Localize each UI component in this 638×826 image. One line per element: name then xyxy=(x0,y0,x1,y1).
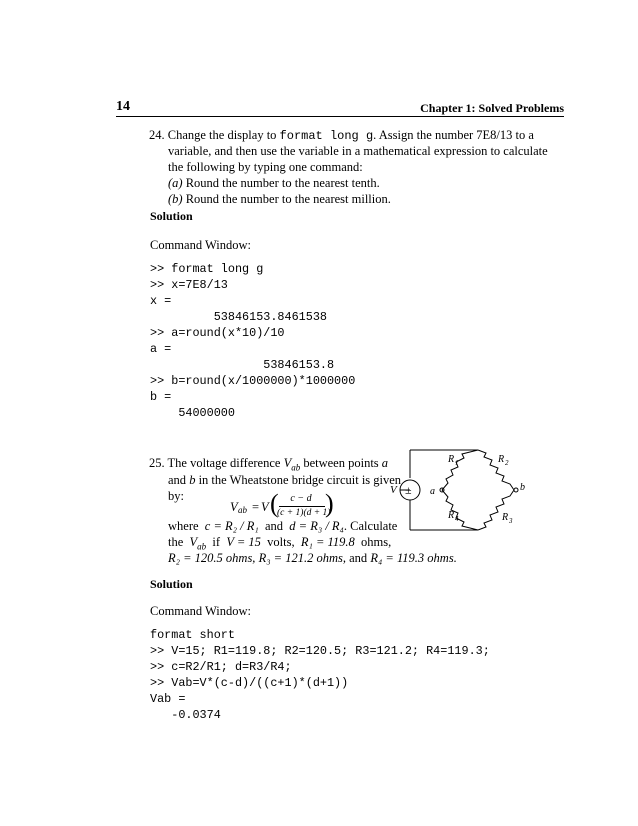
label-v: V xyxy=(390,484,397,496)
c-definition: c = R₂ / R₁ xyxy=(204,519,259,533)
problem-25-number: 25. xyxy=(149,456,165,470)
command-window-label: Command Window: xyxy=(150,238,252,252)
command-window-label-2: Command Window: xyxy=(150,604,252,618)
item-label: (b) xyxy=(168,192,183,206)
fraction-bar xyxy=(279,506,325,507)
problem-25-text: volts, xyxy=(267,535,295,549)
chapter-title: Chapter 1: Solved Problems xyxy=(420,101,564,115)
v-value: V = 15 xyxy=(226,535,261,549)
problem-24-text: Change the display to xyxy=(167,128,277,142)
solution-heading: Solution xyxy=(150,209,193,223)
label-r3: R xyxy=(502,512,509,523)
var-sub: ab xyxy=(197,541,207,552)
point-a: a xyxy=(381,456,389,470)
eq-numerator: c − d xyxy=(290,493,312,504)
problem-25-text: the xyxy=(168,535,184,549)
d-definition: d = R₃ / R₄ xyxy=(289,519,344,533)
problem-25-line-5 xyxy=(168,518,397,534)
page-number: 14 xyxy=(116,99,130,114)
problem-24-line-2: variable, and then use the variable in a mathematical expression to calculate xyxy=(168,144,548,158)
eq-lhs-sub: ab xyxy=(238,505,247,515)
var-v: V xyxy=(189,535,198,549)
label-r2: R xyxy=(498,454,505,465)
label-r4-sub: 4 xyxy=(455,515,459,523)
wheatstone-bridge-diagram xyxy=(390,440,540,540)
problem-24-line-3: the following by typing one command: xyxy=(168,160,363,174)
problem-25-text: ohms, xyxy=(360,535,392,549)
eq-v: V xyxy=(261,500,269,514)
eq-denominator: (c + 1)(d + 1) xyxy=(277,508,331,518)
inline-code: format long g xyxy=(279,129,374,143)
problem-25-text: if xyxy=(212,535,221,549)
item-text: Round the number to the nearest million. xyxy=(185,192,391,206)
label-b: b xyxy=(520,482,525,493)
code-block-2: format short >> V=15; R1=119.8; R2=120.5; R3=121.2; R4=119.3; >> c=R2/R1; d=R3/R4; >> Vab=V*(c-d)/((c+1)*(d+1)) Vab = -0.0374 xyxy=(150,628,490,722)
item-label: (a) xyxy=(168,176,183,190)
label-r3-sub: 3 xyxy=(509,517,513,525)
label-r1-sub: 1 xyxy=(455,459,459,467)
r4-value: R₄ = 119.3 ohms. xyxy=(370,551,457,565)
problem-25-text: where xyxy=(168,519,199,533)
problem-25-line-2 xyxy=(168,472,401,488)
problem-25-line-3: by: xyxy=(168,489,184,503)
problem-25-text: between points xyxy=(303,456,379,470)
problem-25-text: . Calculate xyxy=(343,519,398,533)
label-r1: R xyxy=(448,454,455,465)
node-b xyxy=(514,488,518,492)
plus-minus-symbol: ± xyxy=(405,483,412,497)
solution-heading-2: Solution xyxy=(150,577,193,591)
label-a: a xyxy=(430,486,435,497)
item-text: Round the number to the nearest tenth. xyxy=(185,176,380,190)
var-sub: ab xyxy=(291,462,301,473)
r2-value: R₂ = 120.5 ohms, xyxy=(168,551,256,565)
problem-24-line-1 xyxy=(149,127,534,144)
eq-equals: = xyxy=(252,500,260,514)
problem-24-number: 24. xyxy=(149,128,165,142)
label-r2-sub: 2 xyxy=(505,459,509,467)
problem-25-line-7 xyxy=(168,550,457,566)
point-b: b xyxy=(189,473,196,487)
code-block: >> format long g >> x=7E8/13 x = 53846153.8461538 >> a=round(x*10)/10 a = 53846153.8 >> b=round(x/1000000)*1000000 b = 54000000 xyxy=(150,262,356,420)
problem-24-text: . Assign the number 7E8/13 to a xyxy=(373,128,534,142)
eq-lhs: V xyxy=(230,500,238,514)
left-paren: ( xyxy=(270,489,279,518)
r1-value: R₁ = 119.8 xyxy=(300,535,355,549)
label-r4: R xyxy=(448,510,455,521)
problem-25-text: and xyxy=(349,551,368,565)
resistor-r2 xyxy=(478,450,514,490)
page-header xyxy=(116,99,564,117)
problem-25-text: and xyxy=(168,473,187,487)
problem-25-text: in the Wheatstone bridge circuit is given xyxy=(198,473,402,487)
problem-25-text: and xyxy=(264,519,284,533)
var-v: V xyxy=(283,456,292,470)
problem-24-item-a xyxy=(168,175,380,191)
problem-25-text: The voltage difference xyxy=(167,456,281,470)
right-paren: ) xyxy=(325,489,334,518)
problem-24-item-b xyxy=(168,191,391,207)
r3-value: R₃ = 121.2 ohms, xyxy=(258,551,346,565)
